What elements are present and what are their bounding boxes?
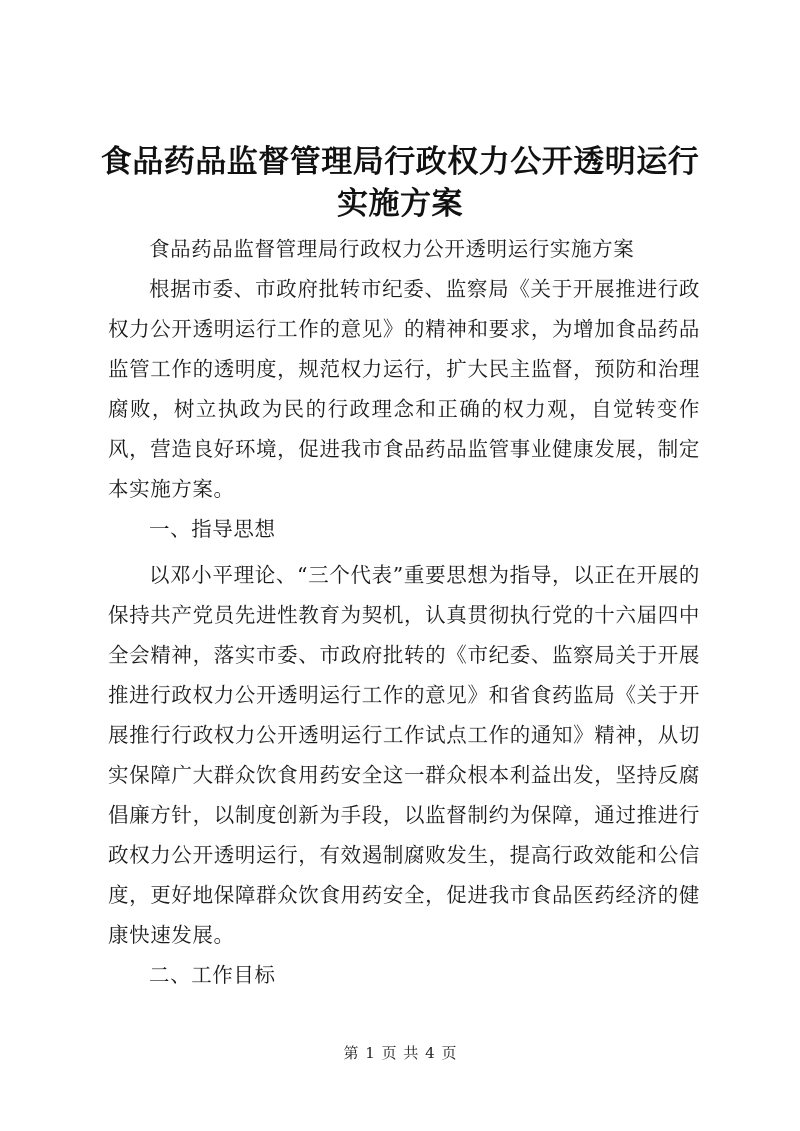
page-number-footer: 第 1 页 共 4 页 [343,1044,457,1062]
intro-paragraph: 根据市委、市政府批转市纪委、监察局《关于开展推进行政权力公开透明运行工作的意见》的精神和要求，为增加食品药品监管工作的透明度，规范权力运行，扩大民主监督，预防和治理腐败，树立执政为民的行政理念和正确的权力观，自觉转变作风，营造良好环境，促进我市食品药品监管事业健康发展，制定本实施方案。 [108,277,700,501]
section-heading-guiding-ideology: 一、指导思想 [149,517,276,541]
document-title: 食品药品监督管理局行政权力公开透明运行实施方案 [100,144,700,222]
section-heading-work-goals: 二、工作目标 [149,963,276,987]
document-body [108,229,700,1001]
section-body-guiding-ideology: 以邓小平理论、“三个代表”重要思想为指导，以正在开展的保持共产党员先进性教育为契机，认真贯彻执行党的十六届四中全会精神，落实市委、市政府批转的《市纪委、监察局关于开展推进行政权力公开透明运行工作的意见》和省食药监局《关于开展推行行政权力公开透明运行工作试点工作的通知》精神，从切实保障广大群众饮食用药安全这一群众根本利益出发，坚持反腐倡廉方针，以制度创新为手段，以监督制约为保障，通过推进行政权力公开透明运行，有效遏制腐败发生，提高行政效能和公信度，更好地保障群众饮食用药安全，促进我市食品医药经济的健康快速发展。 [108,563,700,947]
subtitle-paragraph: 食品药品监督管理局行政权力公开透明运行实施方案 [149,237,635,261]
